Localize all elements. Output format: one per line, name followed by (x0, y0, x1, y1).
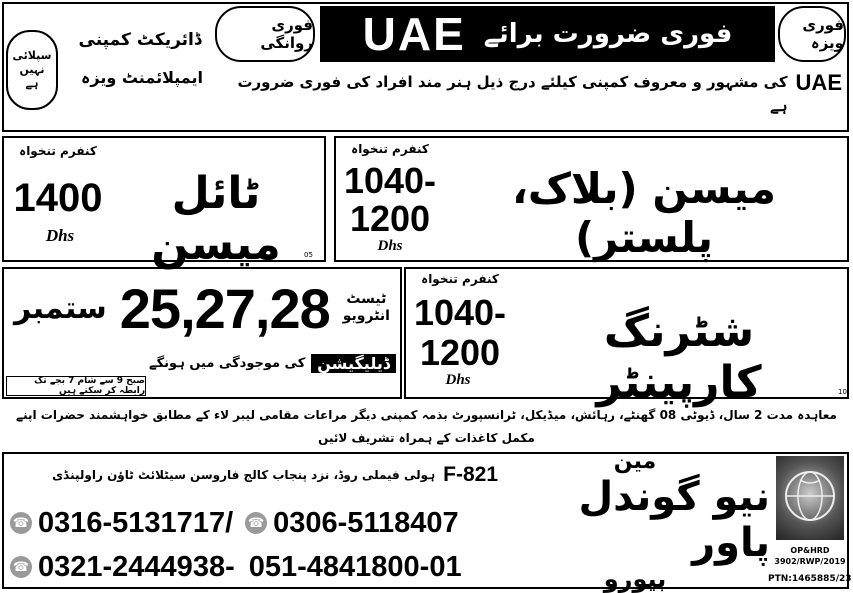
shuttering-salary-line1: 1040- (413, 292, 507, 333)
tile-mason-salary-label: کنفرم تنخواہ (19, 144, 97, 158)
interview-dates: 25,27,28 (119, 276, 330, 340)
address-number: F-821 (443, 463, 498, 486)
shuttering-code: 10 (838, 388, 847, 396)
interview-labels (343, 291, 390, 325)
mason-salary-label: کنفرم تنخواہ (351, 142, 429, 156)
company-logo (776, 456, 844, 540)
license-op: OP&HRD (790, 546, 830, 555)
interview-month: ستمبر (14, 290, 107, 326)
mason-title: میسن (بلاک، پلستر) (511, 164, 777, 262)
mason-salary-line1: 1040- (343, 160, 437, 201)
shuttering-salary-line2: 1200 (419, 332, 501, 373)
fori-visa-badge (778, 6, 846, 62)
direct-company: ڈائریکٹ کمپنی (78, 30, 202, 50)
fori-visa-text: فوری ویزہ (802, 16, 844, 52)
intro-text: کی مشہور و معروف کمپنی کیلئے درج ذیل ہنر مند افراد کی فوری ضرورت ہے (237, 73, 788, 115)
phone-row-2 (10, 548, 498, 586)
license-ptn: PTN:1465885/23 (768, 574, 852, 584)
fori-rawangi-text: فوری روانگی (260, 16, 313, 52)
tile-mason-salary: 1400 (13, 176, 103, 220)
employment-visa: ایمپلائمنٹ ویزہ (81, 68, 203, 87)
globe-icon (776, 456, 844, 540)
license-number: 3902/RWP/2019 (774, 557, 846, 566)
tile-mason-currency: Dhs (45, 226, 75, 245)
tile-mason-title: ٹائل میسن (151, 168, 281, 270)
shuttering-title: شٹرنگ کارپینٹر (596, 306, 762, 408)
mason-salary-line2: 1200 (349, 198, 431, 239)
interview-interview-label: انٹرویو (342, 308, 390, 324)
phone-row-1 (10, 504, 498, 542)
tile-mason-code: 05 (304, 251, 313, 259)
title-banner (320, 6, 775, 62)
company-name (500, 448, 770, 593)
interview-dates-banner (8, 272, 396, 344)
title-urdu: فوری ضرورت برائے (483, 19, 733, 49)
company-name-line1: مین (613, 448, 657, 474)
intro-country: UAE (795, 70, 842, 95)
phone-4[interactable]: 051-4841800-01 (248, 550, 462, 583)
fori-rawangi-badge (215, 6, 315, 62)
delegation-row (120, 350, 396, 376)
phone-1[interactable]: 0316-5131717/ (38, 506, 234, 539)
mason-currency: Dhs (377, 238, 403, 254)
shuttering-currency: Dhs (445, 372, 471, 388)
delegation-label: ڈیلیگیشن (311, 354, 396, 373)
phone-2[interactable]: 0306-5118407 (273, 506, 459, 539)
address-row (10, 458, 498, 492)
shuttering-salary-label: کنفرم تنخواہ (421, 272, 499, 286)
company-name-line2: نیو گوندل پاور (578, 473, 770, 566)
terms-text: معاہدہ مدت 2 سال، ڈیوٹی 08 گھنٹے، رہائش، میڈیکل، ٹرانسپورٹ بذمہ کمپنی دیگر مراعات مقامی لیبر لاء کے مطابق خواہشمند حضرات اپنے مکمل کاغذات کے ہمراہ تشریف لائیں (16, 408, 837, 445)
phone-3[interactable]: 0321-2444938- (38, 550, 235, 583)
phone-icon: ☎ (10, 512, 32, 534)
delegation-text: کی موجودگی میں ہونگے (149, 355, 306, 371)
interview-test-label: ٹیسٹ (346, 291, 387, 308)
address-text: ہولی فیملی روڈ، نزد پنجاب کالج فاروسن سیٹلائٹ ٹاؤن راولپنڈی (52, 468, 436, 482)
phone-icon: ☎ (245, 512, 267, 534)
timing-box: صبح 9 سے شام 7 بجے تک رابطہ کر سکتے ہیں (6, 376, 146, 396)
title-country: UAE (362, 8, 466, 60)
phone-icon: ☎ (10, 556, 32, 578)
supply-stamp (6, 30, 58, 110)
company-name-line3: بیورو (603, 564, 667, 593)
supply-stamp-text: سپلائی نہیں ہے (12, 48, 52, 91)
intro-line (220, 70, 842, 126)
